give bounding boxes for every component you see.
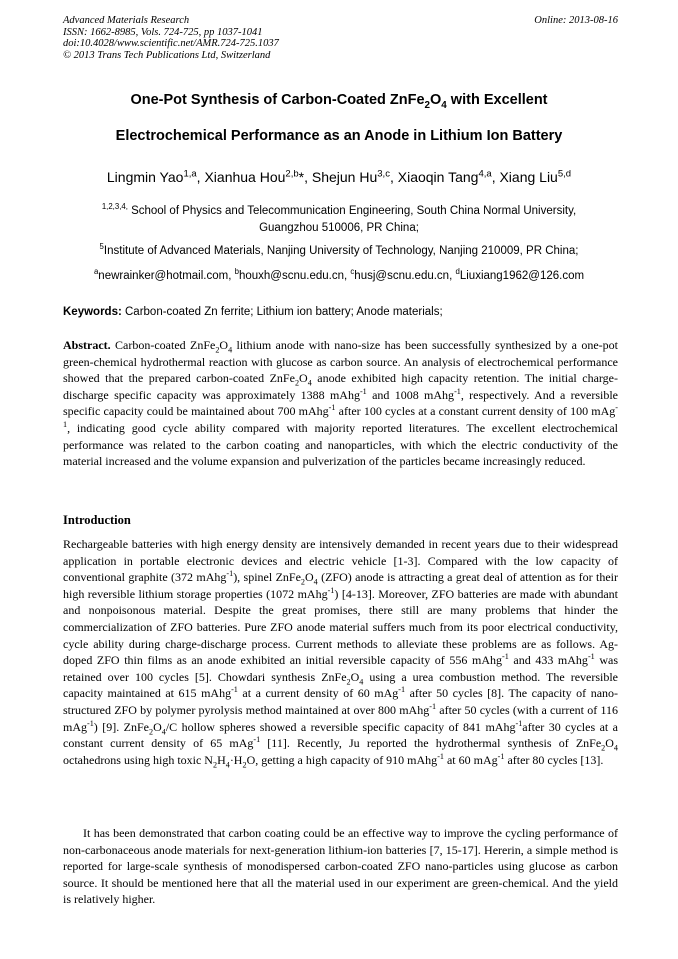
superscript: -1	[87, 718, 94, 728]
introduction-paragraph-2: It has been demonstrated that carbon coating could be an effective way to improve the cycling performance of non-carbonaceous anode materials for next-generation lithium-ion batteries [7, 15-17]. Hererin, a simple method is reported for large-scale synthesis of monodispersed carbon-coated ZFO nano-particles using glucose as carbon source. It should be mentioned here that all the material used in our experiment are green-chemical. And the yield is relatively higher.	[63, 826, 618, 907]
affiliation-2	[40, 243, 638, 260]
journal-name: Advanced Materials Research	[63, 15, 190, 26]
text-run: O	[605, 736, 614, 751]
author	[312, 169, 398, 185]
subscript: 4	[307, 378, 312, 388]
paper-title-line2: Electrochemical Performance as an Anode in Lithium Ion Battery	[115, 128, 563, 144]
abstract	[63, 337, 618, 470]
doi-line: doi:10.4028/www.scientific.net/AMR.724-725.1037	[63, 38, 279, 49]
subscript: 4	[313, 577, 318, 587]
author-affiliation-marker: 3,c	[377, 168, 390, 180]
author-separator: ,	[491, 169, 500, 185]
subscript: 2	[149, 726, 154, 736]
email-address: husj@scnu.edu.cn,	[354, 270, 456, 282]
text-run: after 80 cycles [13].	[504, 752, 604, 767]
keywords-text: Carbon-coated Zn ferrite; Lithium ion battery; Anode materials;	[121, 306, 443, 318]
author-separator: ,	[389, 169, 398, 185]
superscript: -1	[437, 751, 444, 761]
online-date: Online: 2013-08-16	[534, 15, 618, 26]
superscript: -1	[502, 652, 509, 662]
keywords	[63, 306, 618, 318]
author-affiliation-marker: 2,b	[285, 168, 299, 180]
author-affiliation-marker: 4,a	[478, 168, 492, 180]
superscript: -1	[359, 386, 367, 396]
text-run: after 50 cycles [8]. The capacity of nano-structured ZFO by polymer pyrolysis method maintained at over 800 mAhg	[63, 686, 619, 717]
text-run: , indicating good cycle ability compared with majority reported literatures. The excellent electrochemical performance was related to the carbon coating and nanoparticles, with which the electric conductivity of the material increased and the volume expansion and pulverization of the particles became increasingly reduced.	[63, 420, 618, 469]
email-marker: d	[455, 267, 460, 277]
author-name: Xiang Liu	[499, 169, 558, 185]
introduction-paragraph-1	[63, 536, 618, 768]
email-address: houxh@scnu.edu.cn,	[238, 270, 351, 282]
title-text: One-Pot Synthesis of Carbon-Coated ZnFe	[130, 92, 425, 108]
email-marker: c	[350, 267, 355, 277]
subscript: 4	[161, 726, 166, 736]
text-run: (ZFO) anode is attracting a great deal of attention as for their high reversible lithium storage properties (1072 mAhg	[63, 570, 618, 601]
affiliation-1-text: School of Physics and Telecommunication Engineering, South China Normal University,	[127, 205, 577, 217]
text-run: was retained over 100 cycles [5]. Chowdari synthesis ZnFe	[63, 653, 618, 684]
text-run: using a urea combustion method. The reversible capacity maintained at 615 mAhg	[63, 669, 619, 701]
text-run: and 433 mAhg	[508, 653, 588, 668]
text-run: O	[299, 371, 308, 386]
text-run: O	[304, 570, 314, 585]
superscript: -1	[587, 652, 595, 662]
author	[204, 169, 311, 185]
abstract-body	[63, 338, 618, 468]
superscript: -1	[63, 403, 618, 429]
text-run: Rechargeable batteries with high energy density are intensively demanded in recent years due to their widespread application in portable electronic devices and electric vehicle [1-3]. Compared with the low capacity of conventional graphite (372 mAhg	[63, 537, 618, 585]
text-run: ) [4-13]. Moreover, ZFO batteries are made with abundant and nonpoisonous material. Despite the great promises, there still are many problems that hinder the commercialization of ZFO batteries. Pure ZFO anode material suffers much from its poor electrical conductivity, cycle ability during charge-discharge process. Current methods to alleviate these problems are as follows. Ag-doped ZFO thin films as an anode exhibited an initial reversible capacity of 556 mAhg	[63, 586, 618, 668]
text-run: /C hollow spheres showed a reversible specific capacity of 841 mAhg	[165, 719, 516, 734]
author-affiliation-marker: 1,a	[183, 168, 197, 180]
subscript: 4	[613, 743, 618, 753]
superscript: -1	[328, 403, 336, 413]
email-marker: b	[234, 267, 239, 277]
author	[499, 169, 571, 185]
subscript: 4	[228, 345, 233, 355]
superscript: -1	[231, 685, 238, 695]
subscript: 2	[294, 378, 300, 388]
text-run: after 50 cycles (with a current of 116 mAg	[63, 702, 619, 734]
subscript: 2	[242, 760, 247, 770]
title-text-end: with Excellent	[446, 92, 548, 108]
abstract-label: Abstract.	[63, 338, 111, 352]
text-run: lithium anode with nano-size has been successfully synthesized by a one-pot green-chemical hydrothermal reaction with glucose as carbon source. An analysis of electrochemical performance showed that the prepared carbon-coated ZnFe	[63, 338, 619, 386]
text-run: O	[350, 669, 360, 684]
author-name: Lingmin Yao	[106, 169, 184, 185]
text-run: ) [9]. ZnFe	[93, 719, 149, 734]
issn-line: ISSN: 1662-8985, Vols. 724-725, pp 1037-1041	[63, 26, 263, 38]
superscript: -1	[429, 701, 437, 711]
text-run: , respectively. And a reversible specific capacity could be maintained about 700 mAhg	[63, 387, 618, 419]
text-run: octahedrons using high toxic N	[63, 752, 213, 767]
email-address: newrainker@hotmail.com,	[98, 270, 235, 282]
subscript: 2	[346, 677, 351, 687]
text-run: and 1008 mAhg	[366, 387, 455, 402]
text-run: H	[217, 752, 226, 767]
affiliation-2-text: Institute of Advanced Materials, Nanjing University of Technology, Nanjing 210009, PR China;	[103, 245, 579, 257]
subscript: 2	[212, 760, 218, 770]
author	[107, 169, 205, 185]
affiliation-1-marker: 1,2,3,4,	[101, 202, 128, 212]
author-name: Shejun Hu	[311, 169, 378, 185]
email-marker: a	[93, 267, 99, 277]
keywords-label: Keywords:	[63, 306, 122, 318]
text-run: O	[219, 338, 229, 352]
subscript: 4	[359, 677, 364, 687]
superscript: -1	[327, 585, 335, 595]
journal-header	[63, 15, 618, 61]
paper-title-line1: One-Pot Synthesis of Carbon-Coated $ZnFe_2O_4$ with Excellent	[130, 92, 548, 111]
superscript: -1	[497, 751, 505, 761]
author	[398, 169, 500, 185]
text-run: at 60 mAg	[443, 752, 498, 767]
text-run: ), spinel ZnFe	[233, 570, 301, 585]
subscript: 2	[601, 743, 606, 753]
subscript: 4	[225, 760, 230, 770]
text-run: anode exhibited high capacity retention. The initial charge-discharge specific capacity was approximately 1388 mAhg	[63, 371, 618, 402]
affiliation-2-marker: 5	[99, 242, 104, 252]
affiliation-1-city: Guangzhou 510006, PR China;	[259, 222, 419, 234]
text-run: O, getting a high capacity of 910 mAhg	[246, 752, 438, 767]
author-separator: ,	[196, 169, 205, 185]
subscript: 2	[215, 345, 220, 355]
superscript: -1	[454, 386, 461, 396]
superscript: -1	[253, 735, 261, 745]
author-name: Xianhua Hou	[204, 169, 286, 185]
superscript: -1	[515, 718, 523, 728]
author-list	[40, 169, 638, 185]
superscript: -1	[226, 569, 234, 579]
copyright-line: © 2013 Trans Tech Publications Ltd, Switzerland	[63, 49, 271, 61]
text-run: at a current density of 60 mAg	[237, 686, 399, 701]
text-run: O	[153, 719, 162, 734]
text-run: after 100 cycles at a constant current density of 100 mAg	[335, 404, 616, 419]
text-run: after 30 cycles at a constant current density of 65 mAg	[63, 719, 618, 751]
affiliation-1	[40, 203, 638, 237]
text-run: ·H	[229, 752, 243, 767]
text-run: [11]. Recently, Ju reported the hydrothermal synthesis of ZnFe	[260, 736, 602, 751]
author-name: Xiaoqin Tang	[397, 169, 479, 185]
email-address: Liuxiang1962@126.com	[459, 270, 585, 282]
superscript: -1	[398, 685, 406, 695]
subscript: 2	[300, 577, 305, 587]
email-list	[40, 268, 638, 285]
text-run: Carbon-coated ZnFe	[110, 338, 216, 352]
author-affiliation-marker: 5,d	[557, 168, 572, 180]
author-separator: *,	[298, 169, 312, 185]
section-heading-introduction: Introduction	[63, 513, 131, 527]
